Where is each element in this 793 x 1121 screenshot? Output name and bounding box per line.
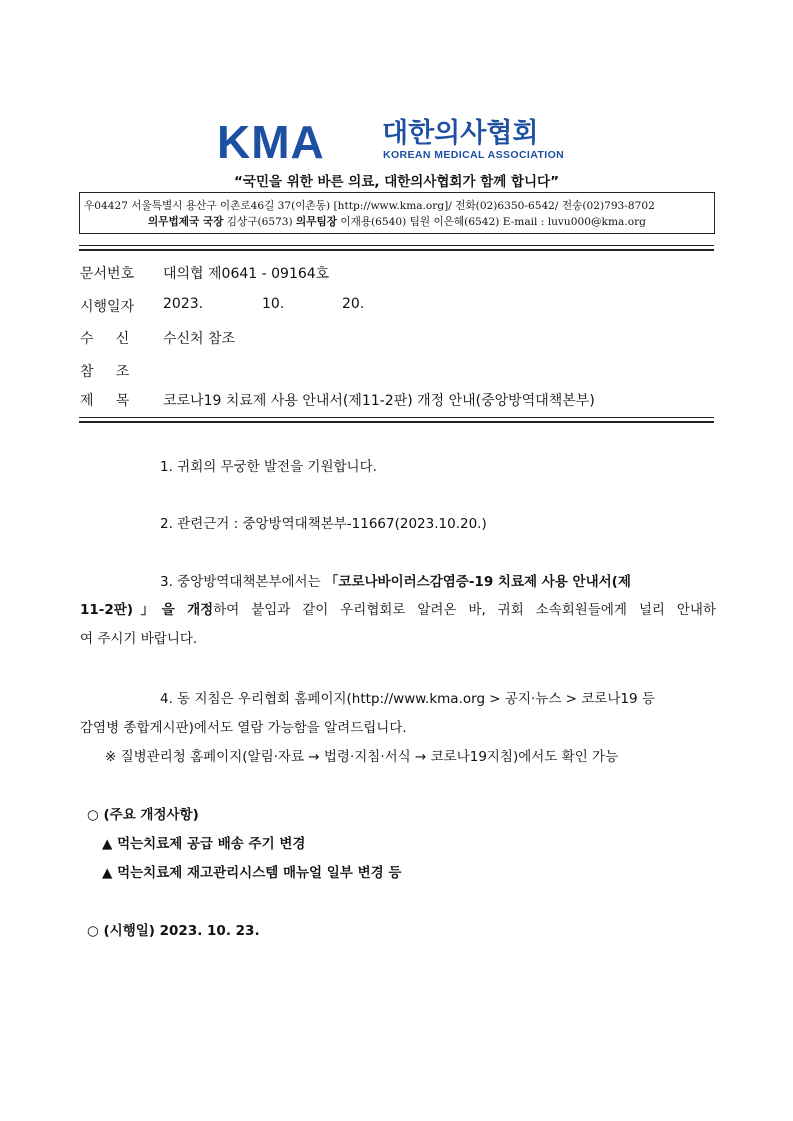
paragraph-3-rest: 하여 붙임과 같이 우리협회로 알려온 바, 귀회 소속회원들에게 널리 안내하: [213, 602, 716, 618]
logo-kma-text: KMA: [217, 118, 325, 162]
team-label: 의무팀장: [296, 216, 337, 228]
changes-heading: ○ (주요 개정사항): [87, 807, 199, 823]
change-item: ▲ 먹는치료제 공급 배송 주기 변경: [102, 836, 306, 852]
paragraph-2: 2. 관련근거 : 중앙방역대책본부-11667(2023.10.20.): [160, 516, 487, 532]
logo-org-name-ko: 대한의사협회: [382, 118, 539, 149]
logo-org-name-en: KOREAN MEDICAL ASSOCIATION: [383, 149, 565, 161]
paragraph-3-title-start: 「코로나바이러스감염증-19 치료제 사용 안내서(제: [324, 574, 631, 590]
divider-top: [79, 245, 714, 251]
divider-bottom: [79, 417, 714, 423]
subject-label: 제 목: [80, 393, 130, 409]
paragraph-4-line-2: 감염병 종합게시판)에서도 열람 가능함을 알려드립니다.: [80, 720, 407, 736]
date-year: 2023.: [163, 296, 204, 312]
doc-number-label: 문서번호: [80, 266, 135, 282]
paragraph-4-line-1: 4. 동 지침은 우리협회 홈페이지(http://www.kma.org > 공지·뉴스 > 코로나19 등: [160, 691, 655, 707]
team-rest: 이재용(6540) 팀원 이은혜(6542) E-mail : luvu000@kma.org: [336, 216, 646, 228]
date-month: 10.: [262, 296, 285, 312]
subject: 코로나19 치료제 사용 안내서(제11-2판) 개정 안내(중앙방역대책본부): [163, 393, 595, 409]
dept-label: 의무법제국 국장: [148, 216, 224, 228]
dept-person: 김상구(6573): [223, 216, 297, 228]
paragraph-4-note: ※ 질병관리청 홈페이지(알림·자료 → 법령·지침·서식 → 코로나19지침)에서도 확인 가능: [105, 749, 619, 765]
paragraph-3-title-end: 11-2판)」을 개정: [80, 602, 214, 618]
paragraph-3-prefix: 3. 중앙방역대책본부에서는: [160, 574, 325, 590]
recipient-label: 수 신: [80, 331, 130, 347]
paragraph-3-line-2: [80, 598, 716, 618]
reference-label: 참 조: [80, 364, 130, 380]
contact-box: [79, 192, 715, 234]
date-day: 20.: [342, 296, 365, 312]
date-label: 시행일자: [80, 299, 135, 315]
recipient: 수신처 참조: [163, 331, 236, 347]
doc-number: 대의협 제0641 - 09164호: [163, 266, 330, 282]
effective-date: ○ (시행일) 2023. 10. 23.: [87, 923, 260, 939]
slogan: “국민을 위한 바른 의료, 대한의사협회가 함께 합니다”: [234, 174, 559, 190]
change-item: ▲ 먹는치료제 재고관리시스템 매뉴얼 일부 변경 등: [102, 865, 402, 881]
paragraph-3-line-3: 여 주시기 바랍니다.: [80, 631, 198, 647]
paragraph-1: 1. 귀회의 무궁한 발전을 기원합니다.: [160, 459, 377, 475]
contact-address: 우04427 서울특별시 용산구 이촌로46길 37(이촌동) [http://www.kma.org]/ 전화(02)6350-6542/ 전송(02)793-8702: [84, 200, 655, 212]
contact-staff: [80, 214, 714, 229]
paragraph-3-line-1: [160, 570, 631, 590]
kma-logo: [217, 118, 577, 162]
